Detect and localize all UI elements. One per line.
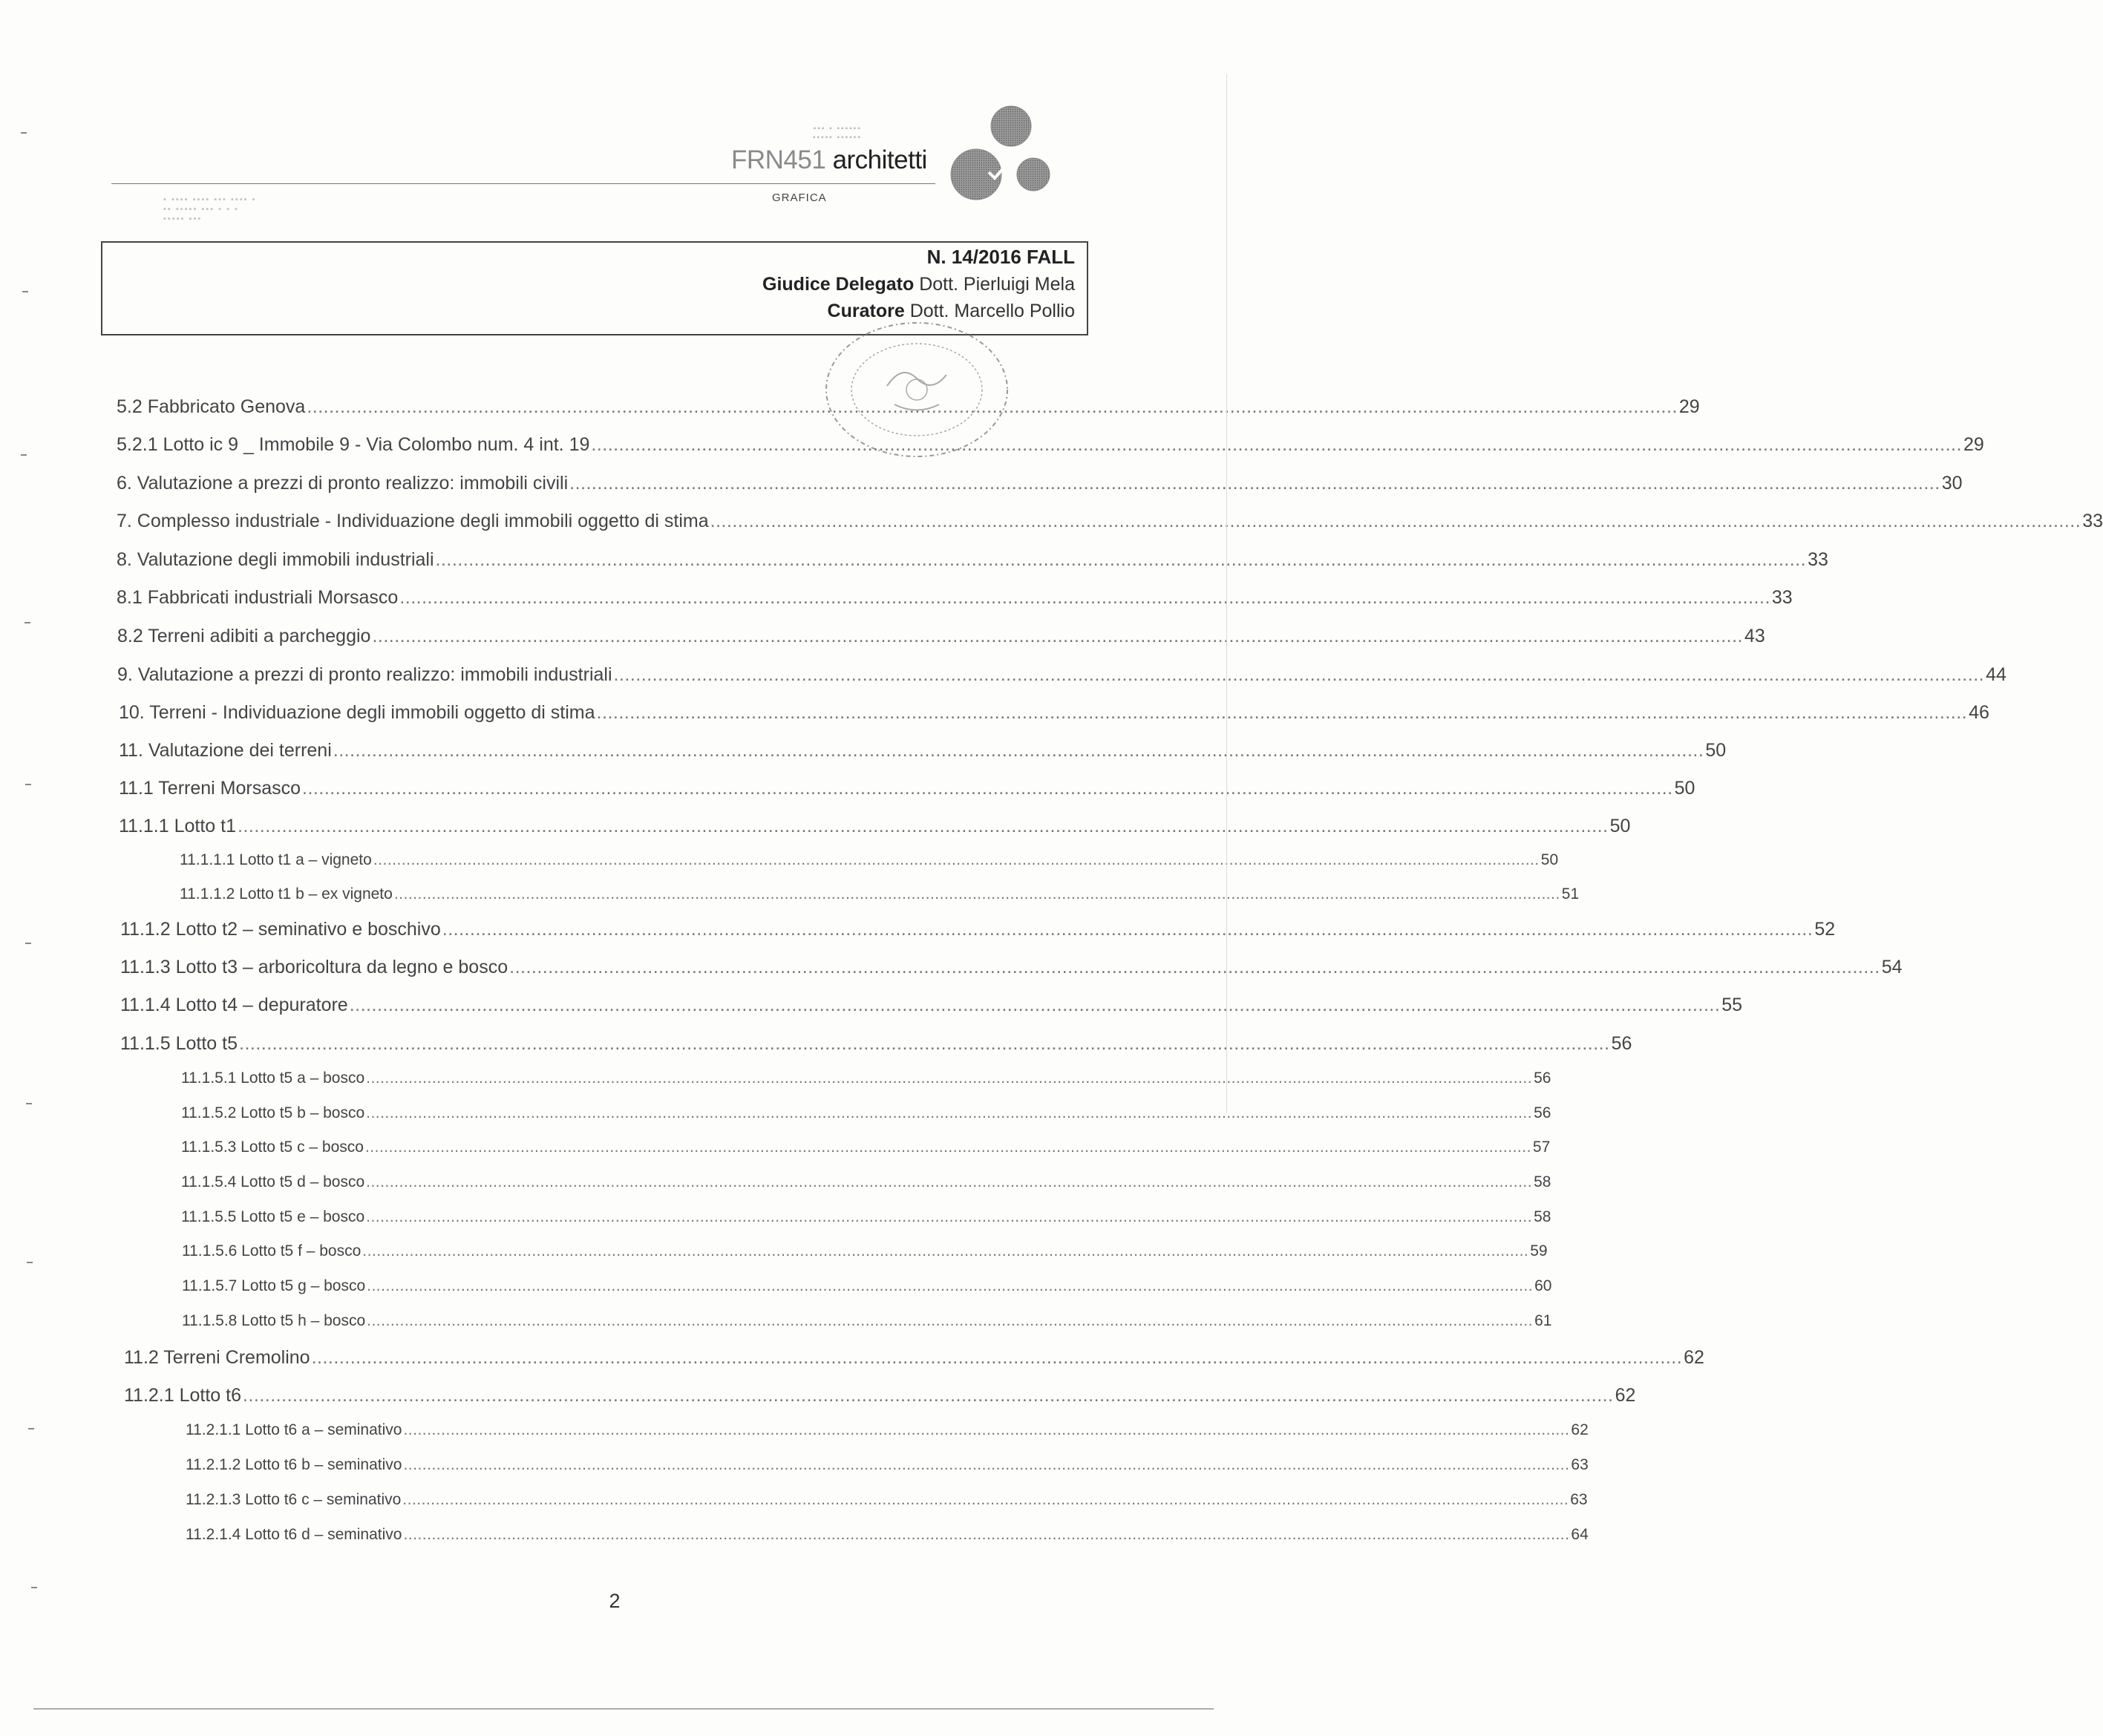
- toc-leader: ........................................................................................................................................................................................................................................................: [373, 851, 1540, 868]
- scan-mark: [26, 1103, 32, 1104]
- toc-leader: ........................................................................................................................................................................................................................................................: [302, 778, 1673, 799]
- toc-entry-page: 43: [1744, 626, 1765, 646]
- toc-entry-title: 11.2.1.4 Lotto t6 d – seminativo: [186, 1526, 402, 1543]
- toc-entry-title: 11.1.5.2 Lotto t5 b – bosco: [181, 1104, 365, 1121]
- toc-entry[interactable]: [119, 778, 1695, 799]
- toc-entry-page: 63: [1570, 1491, 1588, 1508]
- toc-entry-page: 50: [1540, 851, 1559, 868]
- toc-entry-page: 54: [1881, 957, 1903, 977]
- toc-entry-title: 11.1 Terreni Morsasco: [119, 778, 301, 799]
- toc-entry-page: 33: [1771, 587, 1793, 608]
- toc-entry-title: 8.1 Fabbricati industriali Morsasco: [117, 587, 399, 608]
- toc-entry-page: 62: [1684, 1347, 1704, 1368]
- toc-leader: ........................................................................................................................................................................................................................................................: [372, 626, 1743, 646]
- toc-entry[interactable]: [186, 1526, 1589, 1544]
- toc-leader: ........................................................................................................................................................................................................................................................: [307, 396, 1678, 417]
- toc-entry-title: 11.1.5.3 Lotto t5 c – bosco: [181, 1139, 364, 1156]
- toc-entry[interactable]: [119, 702, 1989, 724]
- toc-entry[interactable]: [120, 919, 1836, 940]
- toc-entry[interactable]: [182, 1242, 1548, 1260]
- toc-entry-page: 56: [1534, 1104, 1551, 1121]
- toc-entry[interactable]: [186, 1421, 1589, 1439]
- toc-entry-title: 11.1.5.7 Lotto t5 g – bosco: [182, 1277, 366, 1294]
- toc-leader: ........................................................................................................................................................................................................................................................: [239, 1033, 1610, 1054]
- toc-entry-title: 8. Valutazione degli immobili industriali: [117, 549, 434, 570]
- scan-edge: [1226, 74, 1227, 1113]
- toc-leader: ........................................................................................................................................................................................................................................................: [435, 549, 1807, 570]
- toc-entry[interactable]: [180, 885, 1580, 903]
- toc-entry-page: 60: [1534, 1277, 1552, 1294]
- toc-entry-page: 57: [1532, 1139, 1551, 1156]
- toc-entry-title: 11.1.5.6 Lotto t5 f – bosco: [182, 1242, 362, 1260]
- toc-entry-title: 11.1.1 Lotto t1: [119, 816, 236, 836]
- toc-entry[interactable]: [117, 664, 2006, 686]
- toc-leader: ........................................................................................................................................................................................................................................................: [399, 587, 1770, 608]
- toc-entry-page: 58: [1534, 1173, 1551, 1190]
- toc-entry-page: 29: [1678, 396, 1700, 417]
- letterhead-faint-text: ▪▪▪ ▪ ▪▪▪▪▪▪ ▪▪▪▪▪ ▪▪▪▪▪▪: [813, 125, 862, 142]
- toc-entry[interactable]: [120, 957, 1903, 978]
- toc-entry-page: 64: [1571, 1526, 1589, 1543]
- toc-leader: ........................................................................................................................................................................................................................................................: [509, 957, 1880, 977]
- toc-entry-page: 63: [1571, 1456, 1589, 1473]
- toc-leader: ........................................................................................................................................................................................................................................................: [311, 1347, 1683, 1368]
- toc-entry[interactable]: [117, 626, 1765, 647]
- scan-mark: [22, 291, 28, 292]
- scan-mark: [25, 784, 31, 785]
- toc-entry-title: 10. Terreni - Individuazione degli immobili oggetto di stima: [119, 702, 595, 723]
- toc-entry-page: 51: [1561, 885, 1580, 903]
- toc-entry[interactable]: [120, 1033, 1632, 1055]
- scan-mark: [21, 454, 27, 456]
- judge-label: Giudice Delegato: [762, 274, 915, 295]
- brand-name-dark: architetti: [832, 145, 927, 174]
- toc-entry[interactable]: [181, 1139, 1551, 1156]
- toc-leader: ........................................................................................................................................................................................................................................................: [393, 885, 1560, 903]
- toc-entry-page: 50: [1705, 740, 1727, 761]
- toc-entry[interactable]: [186, 1456, 1589, 1474]
- header-rule: [111, 183, 935, 184]
- toc-entry-title: 11.1.1.1 Lotto t1 a – vigneto: [180, 851, 372, 868]
- toc-leader: ........................................................................................................................................................................................................................................................: [402, 1491, 1569, 1508]
- toc-entry[interactable]: [117, 473, 1963, 494]
- scan-mark: [25, 943, 31, 944]
- toc-entry-page: 52: [1814, 919, 1836, 940]
- scan-mark: [28, 1428, 34, 1429]
- toc-entry-title: 11.1.3 Lotto t3 – arboricoltura da legno e bosco: [120, 957, 508, 977]
- toc-leader: ........................................................................................................................................................................................................................................................: [364, 1139, 1531, 1156]
- toc-entry-title: 11.1.5.5 Lotto t5 e – bosco: [181, 1208, 365, 1225]
- toc-entry-title: 11.2.1.3 Lotto t6 c – seminativo: [186, 1491, 402, 1508]
- toc-entry-title: 11.1.5.4 Lotto t5 d – bosco: [181, 1173, 365, 1190]
- curator-label: Curatore: [827, 301, 905, 321]
- brand-logo-icon: [943, 104, 1062, 215]
- toc-entry[interactable]: [181, 1104, 1551, 1122]
- toc-entry[interactable]: [182, 1277, 1552, 1295]
- brand-subtitle: GRAFICA: [772, 191, 827, 204]
- toc-entry-title: 11.2 Terreni Cremolino: [124, 1347, 310, 1368]
- scan-mark: [21, 132, 27, 134]
- toc-entry[interactable]: [117, 434, 1984, 456]
- toc-entry-title: 5.2 Fabbricato Genova: [117, 396, 306, 417]
- toc-entry-page: 29: [1963, 434, 1984, 455]
- judge-line: [762, 274, 1075, 295]
- toc-entry-page: 46: [1969, 702, 1989, 723]
- toc-leader: ........................................................................................................................................................................................................................................................: [349, 995, 1721, 1015]
- toc-entry-page: 56: [1534, 1070, 1551, 1087]
- toc-entry[interactable]: [117, 511, 2103, 532]
- judge-name: Dott. Pierluigi Mela: [919, 274, 1075, 295]
- toc-leader: ........................................................................................................................................................................................................................................................: [403, 1526, 1570, 1543]
- toc-entry[interactable]: [119, 816, 1631, 837]
- scan-mark: [24, 622, 30, 623]
- toc-entry[interactable]: [180, 851, 1559, 869]
- toc-leader: ........................................................................................................................................................................................................................................................: [333, 740, 1704, 761]
- brand-name: [731, 145, 927, 175]
- toc-leader: ........................................................................................................................................................................................................................................................: [366, 1208, 1533, 1225]
- toc-entry[interactable]: [117, 396, 1700, 418]
- toc-entry-title: 11.2.1.2 Lotto t6 b – seminativo: [186, 1456, 402, 1473]
- toc-entry-title: 5.2.1 Lotto ic 9 _ Immobile 9 - Via Colombo num. 4 int. 19: [117, 434, 590, 455]
- scan-mark: [31, 1587, 37, 1588]
- toc-entry[interactable]: [181, 1070, 1551, 1087]
- toc-leader: ........................................................................................................................................................................................................................................................: [238, 816, 1609, 836]
- toc-leader: ........................................................................................................................................................................................................................................................: [366, 1173, 1533, 1190]
- toc-entry-page: 61: [1534, 1312, 1552, 1329]
- toc-entry-page: 58: [1534, 1208, 1551, 1225]
- toc-entry-title: 11.1.5.1 Lotto t5 a – bosco: [181, 1070, 365, 1087]
- toc-leader: ........................................................................................................................................................................................................................................................: [366, 1104, 1533, 1121]
- toc-entry[interactable]: [124, 1347, 1704, 1369]
- toc-entry-page: 33: [2082, 511, 2103, 531]
- toc-entry[interactable]: [120, 995, 1743, 1016]
- toc-entry-title: 11.1.5 Lotto t5: [120, 1033, 238, 1054]
- toc-entry[interactable]: [181, 1208, 1551, 1226]
- toc-leader: ........................................................................................................................................................................................................................................................: [569, 473, 1940, 494]
- toc-entry-title: 11.2.1.1 Lotto t6 a – seminativo: [186, 1421, 402, 1438]
- toc-entry-title: 11. Valutazione dei terreni: [119, 740, 332, 761]
- toc-leader: ........................................................................................................................................................................................................................................................: [596, 702, 1968, 723]
- toc-entry-title: 8.2 Terreni adibiti a parcheggio: [117, 626, 371, 646]
- toc-entry[interactable]: [186, 1491, 1588, 1509]
- toc-entry-title: 11.1.1.2 Lotto t1 b – ex vigneto: [180, 885, 393, 903]
- toc-leader: ........................................................................................................................................................................................................................................................: [366, 1070, 1533, 1087]
- toc-entry[interactable]: [182, 1312, 1552, 1330]
- toc-entry-title: 9. Valutazione a prezzi di pronto realizzo: immobili industriali: [117, 664, 612, 685]
- toc-leader: ........................................................................................................................................................................................................................................................: [591, 434, 1962, 455]
- toc-leader: ........................................................................................................................................................................................................................................................: [710, 511, 2081, 531]
- toc-entry-title: 11.2.1 Lotto t6: [124, 1385, 241, 1406]
- toc-entry[interactable]: [181, 1173, 1551, 1191]
- page-number: 2: [609, 1590, 621, 1612]
- toc-entry[interactable]: [124, 1385, 1636, 1406]
- toc-entry-page: 62: [1571, 1421, 1589, 1438]
- toc-entry-page: 50: [1674, 778, 1695, 799]
- toc-entry-page: 30: [1941, 473, 1963, 494]
- toc-entry-page: 56: [1611, 1033, 1632, 1054]
- scan-mark: [27, 1262, 33, 1263]
- toc-leader: ........................................................................................................................................................................................................................................................: [243, 1385, 1614, 1406]
- curator-name: Dott. Marcello Pollio: [909, 301, 1075, 321]
- toc-entry-page: 59: [1530, 1242, 1548, 1260]
- toc-leader: ........................................................................................................................................................................................................................................................: [367, 1312, 1534, 1329]
- toc-entry-title: 7. Complesso industriale - Individuazione degli immobili oggetto di stima: [117, 511, 709, 531]
- toc-entry-title: 6. Valutazione a prezzi di pronto realizzo: immobili civili: [117, 473, 569, 494]
- toc-leader: ........................................................................................................................................................................................................................................................: [442, 919, 1813, 940]
- toc-entry[interactable]: [119, 740, 1727, 761]
- toc-leader: ........................................................................................................................................................................................................................................................: [403, 1456, 1570, 1473]
- toc-entry-page: 44: [1986, 664, 2006, 685]
- toc-entry[interactable]: [117, 587, 1793, 609]
- case-number: N. 14/2016 FALL: [926, 246, 1075, 268]
- letterhead-faint-address: ▪ ▪▪▪▪ ▪▪▪▪ ▪▪▪ ▪▪▪▪ ▪ ▪▪ ▪▪▪▪▪ ▪▪▪ ▪ ▪ ▪ ▪▪▪▪▪ ▪▪▪: [163, 195, 257, 223]
- toc-entry-page: 33: [1808, 549, 1828, 570]
- toc-entry-page: 55: [1721, 995, 1743, 1015]
- toc-entry-title: 11.1.2 Lotto t2 – seminativo e boschivo: [120, 919, 441, 940]
- toc-entry-page: 62: [1615, 1385, 1636, 1406]
- toc-leader: ........................................................................................................................................................................................................................................................: [403, 1421, 1570, 1438]
- toc-entry-title: 11.1.4 Lotto t4 – depuratore: [120, 995, 348, 1015]
- toc-entry[interactable]: [117, 549, 1828, 571]
- toc-leader: ........................................................................................................................................................................................................................................................: [367, 1277, 1534, 1294]
- toc-leader: ........................................................................................................................................................................................................................................................: [613, 664, 1985, 685]
- brand-name-light: FRN451: [731, 145, 826, 174]
- toc-leader: ........................................................................................................................................................................................................................................................: [362, 1242, 1529, 1260]
- toc-entry-title: 11.1.5.8 Lotto t5 h – bosco: [182, 1312, 366, 1329]
- toc-entry-page: 50: [1609, 816, 1631, 836]
